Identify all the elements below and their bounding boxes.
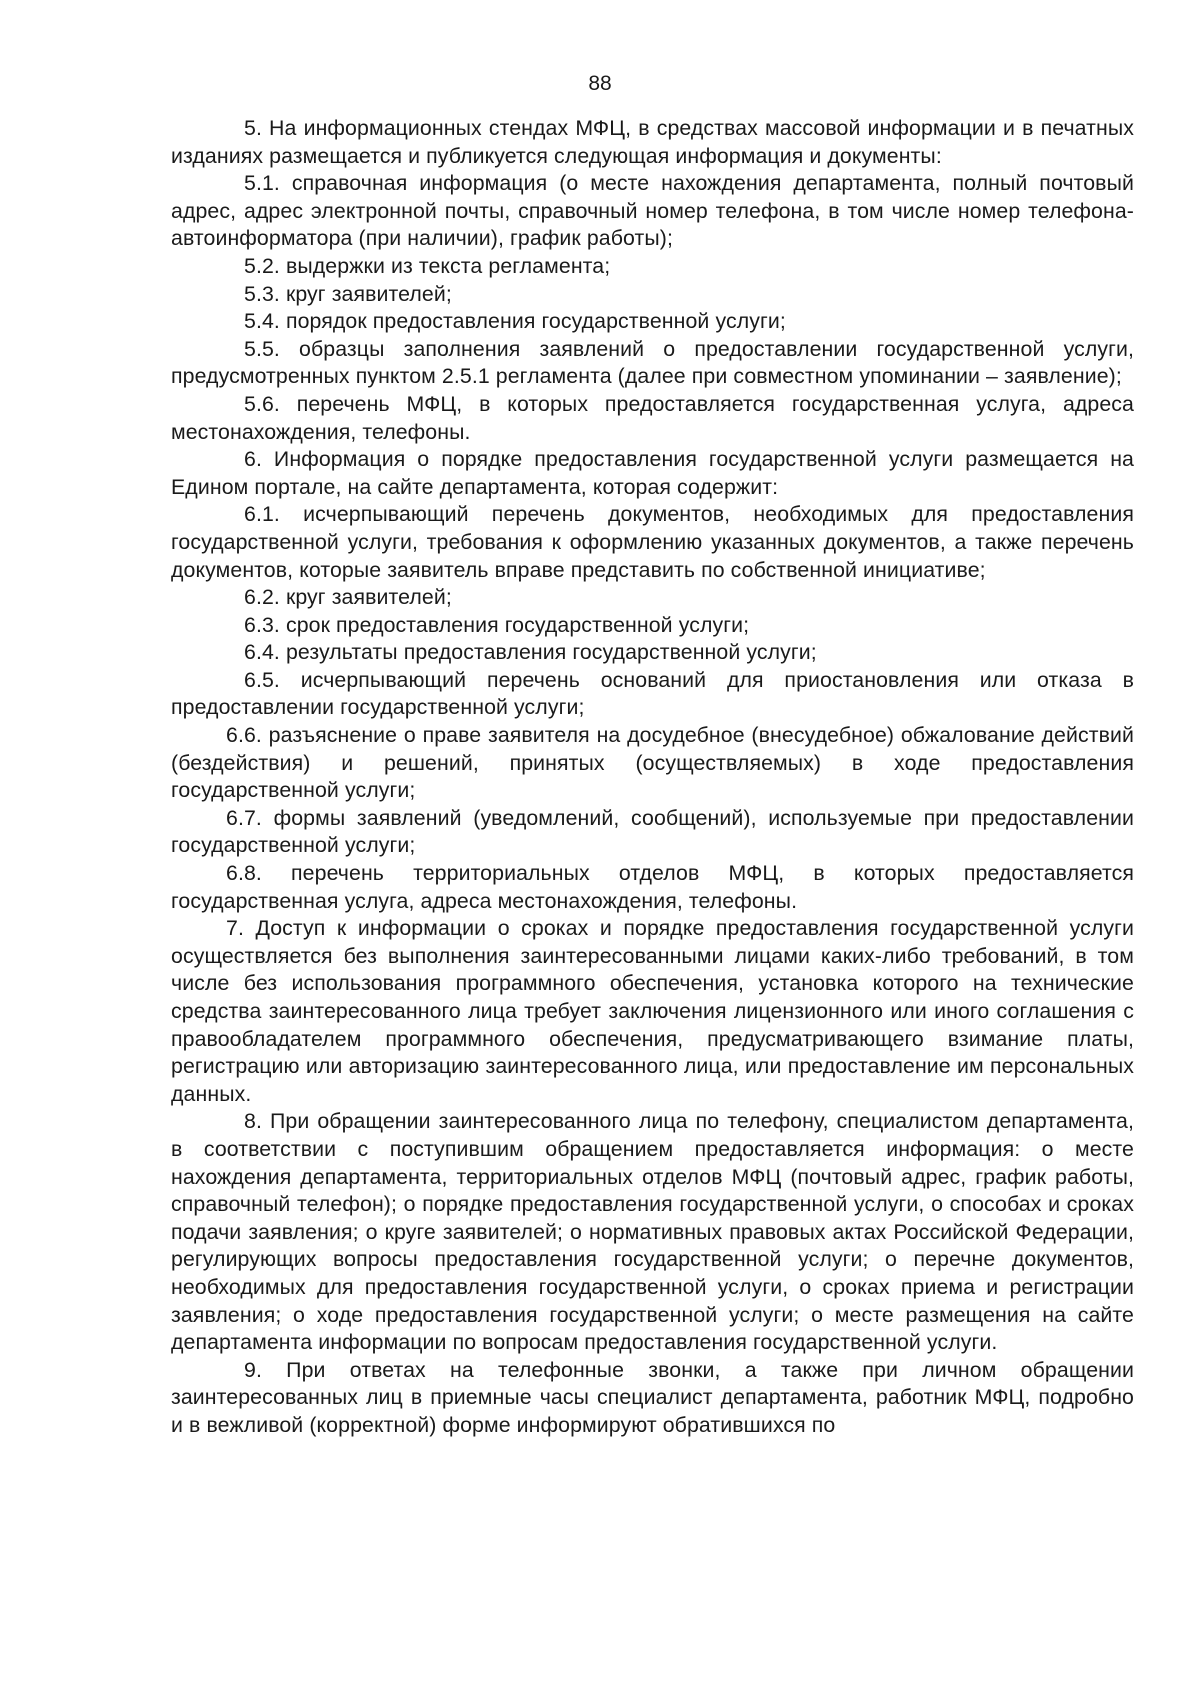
paragraph-6-2: 6.2. круг заявителей; [244, 585, 452, 610]
paragraph-5-6: 5.6. перечень МФЦ, в которых предоставляется государственная услуга, адреса местонахождения, телефоны. [171, 391, 1134, 444]
paragraph-5-1: 5.1. справочная информация (о месте нахождения департамента, полный почтовый адрес, адрес электронной почты, справочный номер телефона, в том числе номер телефона-автоинформатора (при наличии), график работы); [171, 171, 1134, 251]
paragraph-6-7: 6.7. формы заявлений (уведомлений, сообщений), используемые при предоставлении государственной услуги; [171, 805, 1134, 858]
paragraph-6-4: 6.4. результаты предоставления государственной услуги; [244, 640, 817, 665]
paragraph-7: 7. Доступ к информации о сроках и порядке предоставления государственной услуги осуществляется без выполнения заинтересованными лицами каких-либо требований, в том числе без использования программного обеспечения, установка которого на технические средства заинтересованного лица требует заключения лицензионного или иного соглашения с правообладателем программного обеспечения, предусматривающего взимание платы, регистрацию или авторизацию заинтересованного лица, или предоставление им персональных данных. [171, 916, 1134, 1106]
paragraph-6-6: 6.6. разъяснение о праве заявителя на досудебное (внесудебное) обжалование действий (бездействия) и решений, принятых (осуществляемых) в ходе предоставления государственной услуги; [171, 723, 1134, 803]
paragraph-6-1: 6.1. исчерпывающий перечень документов, необходимых для предоставления государственной услуги, требования к оформлению указанных документов, а также перечень документов, которые заявитель вправе представить по собственной инициативе; [171, 502, 1134, 582]
document-body [171, 115, 1134, 1440]
paragraph-9: 9. При ответах на телефонные звонки, а также при личном обращении заинтересованных лиц в приемные часы специалист департамента, работник МФЦ, подробно и в вежливой (корректной) форме информируют обратившихся по [171, 1357, 1134, 1437]
page-number: 88 [588, 72, 612, 95]
paragraph-6-5: 6.5. исчерпывающий перечень оснований для приостановления или отказа в предоставлении государственной услуги; [171, 667, 1134, 720]
paragraph-5-3: 5.3. круг заявителей; [244, 281, 452, 306]
paragraph-8: 8. При обращении заинтересованного лица по телефону, специалистом департамента, в соответствии с поступившим обращением предоставляется информация: о месте нахождения департамента, территориальных отделов МФЦ (почтовый адрес, график работы, справочный телефон); о порядке предоставления государственной услуги, о способах и сроках подачи заявления; о круге заявителей; о нормативных правовых актах Российской Федерации, регулирующих вопросы предоставления государственной услуги; о перечне документов, необходимых для предоставления государственной услуги, о сроках приема и регистрации заявления; о ходе предоставления государственной услуги; о месте размещения на сайте департамента информации по вопросам предоставления государственной услуги. [171, 1109, 1134, 1355]
paragraph-6: 6. Информация о порядке предоставления государственной услуги размещается на Едином портале, на сайте департамента, которая содержит: [171, 447, 1134, 499]
paragraph-5: 5. На информационных стендах МФЦ, в средствах массовой информации и в печатных изданиях размещается и публикуется следующая информация и документы: [171, 116, 1134, 168]
paragraph-6-3: 6.3. срок предоставления государственной услуги; [244, 612, 750, 637]
paragraph-5-5: 5.5. образцы заполнения заявлений о предоставлении государственной услуги, предусмотренных пунктом 2.5.1 регламента (далее при совместном упоминании – заявление); [171, 336, 1134, 389]
paragraph-5-2: 5.2. выдержки из текста регламента; [244, 253, 611, 278]
paragraph-6-8: 6.8. перечень территориальных отделов МФЦ, в которых предоставляется государственная услуга, адреса местонахождения, телефоны. [171, 861, 1134, 913]
paragraph-5-4: 5.4. порядок предоставления государственной услуги; [244, 309, 786, 334]
